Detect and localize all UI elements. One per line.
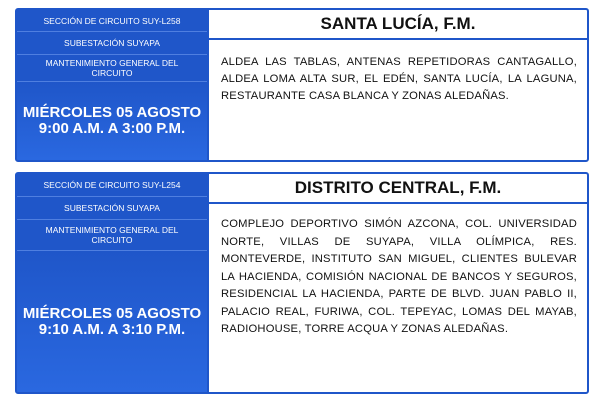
schedule-date: MIÉRCOLES 05 AGOSTO [22, 304, 202, 322]
schedule-time: 9:10 A.M. A 3:10 P.M. [38, 320, 186, 338]
outage-card [15, 8, 589, 162]
affected-areas: ALDEA LAS TABLAS, ANTENAS REPETIDORAS CANTAGALLO, ALDEA LOMA ALTA SUR, EL EDÉN, SANTA LUCÍA, LA LAGUNA, RESTAURANTE CASA BLANCA Y ZONAS ALEDAÑAS. [221, 56, 577, 102]
card-title: DISTRITO CENTRAL, F.M. [209, 174, 587, 204]
card-content-panel [207, 10, 587, 160]
circuit-section: SECCIÓN DE CIRCUITO SUY-L254 [17, 174, 207, 197]
card-title: SANTA LUCÍA, F.M. [209, 10, 587, 40]
maintenance-type: MANTENIMIENTO GENERAL DEL CIRCUITO [17, 55, 207, 82]
schedule-date: MIÉRCOLES 05 AGOSTO [22, 104, 202, 121]
affected-areas: COMPLEJO DEPORTIVO SIMÓN AZCONA, COL. UNIVERSIDAD NORTE, VILLAS DE SUYAPA, VILLA OLÍMPICA, RES. MONTEVERDE, INSTITUTO SAN MIGUEL, CLIENTES BULEVAR LA HACIENDA, COMISIÓN NACIONAL DE BANCOS Y SEGUROS, RESIDENCIAL LA HACIENDA, PARTE DE BLVD. JUAN PABLO II, PALACIO REAL, FURIWA, COL. TEPEYAC, LOMAS DEL MAYAB, RADIOHOUSE, TORRE ACQUA Y ZONAS ALEDAÑAS. [221, 218, 577, 335]
substation: SUBESTACIÓN SUYAPA [17, 197, 207, 220]
outage-card [15, 172, 589, 394]
card-info-panel [17, 10, 207, 160]
substation: SUBESTACIÓN SUYAPA [17, 32, 207, 55]
schedule-time: 9:00 A.M. A 3:00 P.M. [38, 120, 186, 137]
circuit-section: SECCIÓN DE CIRCUITO SUY-L258 [17, 10, 207, 32]
schedule [17, 251, 207, 392]
card-content-panel [207, 174, 587, 392]
schedule [17, 82, 207, 160]
card-info-panel [17, 174, 207, 392]
maintenance-type: MANTENIMIENTO GENERAL DEL CIRCUITO [17, 220, 207, 251]
